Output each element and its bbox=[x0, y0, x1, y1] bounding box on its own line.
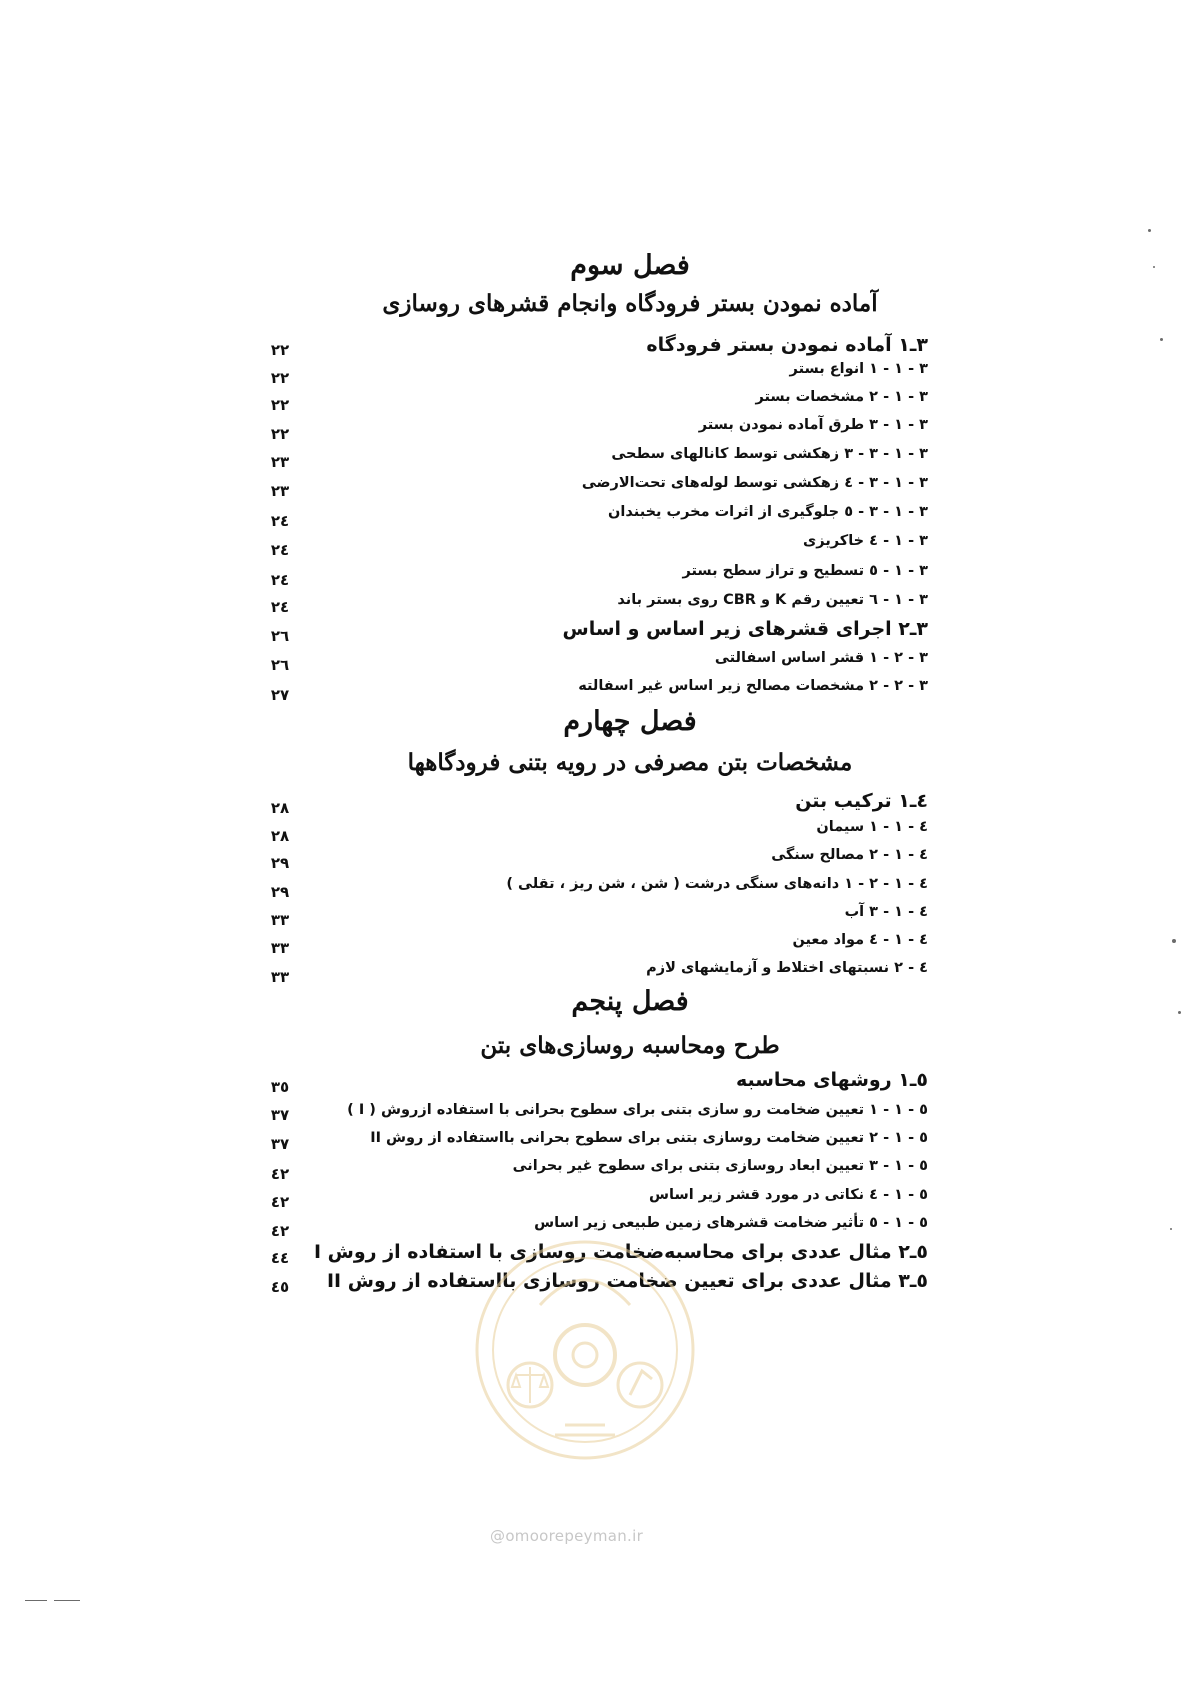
at-icon: @ bbox=[490, 1527, 506, 1545]
toc-page-number: ۲۹ bbox=[270, 883, 290, 901]
watermark-site bbox=[490, 1527, 643, 1545]
toc-entry: ۳ - ۱ - ٤ خاکریزی bbox=[803, 533, 928, 549]
toc-page-number: ۲۳ bbox=[270, 482, 290, 500]
toc-entry: ٤ - ۱ - ٤ مواد معین bbox=[792, 932, 928, 948]
toc-page-number: ۲٤ bbox=[270, 571, 290, 589]
toc-page-number: ۲۷ bbox=[270, 686, 290, 704]
toc-entry: ٤ - ۱ - ۲ - ۱ دانه‌های سنگی درشت ( شن ، شن ریز ، تقلی ) bbox=[506, 876, 928, 892]
toc-entry: ۳ - ۱ - ۳ - ٤ زهکشی توسط لوله‌های تحت‌الارضی bbox=[581, 475, 928, 491]
toc-page-number: ٤۲ bbox=[270, 1193, 290, 1211]
toc-page-number: ۳۷ bbox=[270, 1106, 290, 1124]
toc-page-number: ۲٦ bbox=[270, 627, 290, 645]
toc-entry: ۳ـ۲ اجرای قشرهای زیر اساس و اساس bbox=[562, 618, 928, 640]
scan-speck bbox=[1170, 1228, 1172, 1230]
scan-speck bbox=[1153, 266, 1155, 268]
toc-entry: ۳ - ۱ - ۳ - ۳ زهکشی توسط کانالهای سطحی bbox=[611, 446, 928, 462]
toc-page-number: ۲۸ bbox=[270, 827, 290, 845]
toc-entry: ۳ - ۱ - ٦ تعیین رقم K و CBR روی بستر باند bbox=[617, 592, 928, 608]
scan-speck bbox=[54, 1600, 80, 1601]
toc-entry: ۳ - ۱ - ۳ طرق آماده نمودن بستر bbox=[698, 417, 928, 433]
toc-entry: ۳ - ۱ - ٥ تسطیح و تراز سطح بستر bbox=[682, 563, 928, 579]
toc-page-number: ۳۳ bbox=[270, 911, 290, 929]
toc-entry: ٤ - ۲ نسبتهای اختلاط و آزمایشهای لازم bbox=[646, 960, 928, 976]
toc-page-number: ۲٤ bbox=[270, 598, 290, 616]
toc-page-number: ۲۳ bbox=[270, 453, 290, 471]
chapter-3-heading: فصل سوم bbox=[570, 250, 690, 281]
toc-page-number: ۲۲ bbox=[270, 369, 290, 387]
toc-page-number: ۲۲ bbox=[270, 341, 290, 359]
toc-entry: ٥ـ۱ روشهای محاسبه bbox=[735, 1069, 928, 1091]
toc-entry: ٥ - ۱ - ۲ تعیین ضخامت روسازی بتنی برای سطوح بحرانی بااستفاده از روش II bbox=[370, 1130, 928, 1146]
toc-page-number: ۲۹ bbox=[270, 854, 290, 872]
toc-page-number: ٤٥ bbox=[270, 1278, 290, 1296]
toc-page-number: ۲٤ bbox=[270, 541, 290, 559]
toc-page-number: ۲٤ bbox=[270, 512, 290, 530]
toc-page-number: ۳۷ bbox=[270, 1135, 290, 1153]
watermark-site-text: omoorepeyman.ir bbox=[505, 1527, 644, 1545]
scan-speck bbox=[1178, 1011, 1181, 1014]
chapter-4-heading: فصل چهارم bbox=[563, 706, 697, 737]
chapter-4-title: مشخصات بتن مصرفی در رویه بتنی فرودگاهها bbox=[407, 749, 853, 776]
chapter-5-title: طرح ومحاسبه روسازی‌های بتن bbox=[480, 1032, 780, 1059]
toc-entry: ٤ـ۱ ترکیب بتن bbox=[795, 790, 928, 812]
toc-page-number: ٤۲ bbox=[270, 1222, 290, 1240]
toc-entry: ٤ - ۱ - ۳ آب bbox=[844, 904, 928, 920]
toc-page-number: ۲۲ bbox=[270, 425, 290, 443]
chapter-5-heading: فصل پنجم bbox=[571, 986, 689, 1017]
scan-speck bbox=[1172, 939, 1176, 943]
scan-speck bbox=[25, 1600, 47, 1601]
toc-entry: ٤ - ۱ - ۱ سیمان bbox=[816, 819, 928, 835]
toc-page-number: ۳٥ bbox=[270, 1078, 290, 1096]
toc-page-number: ٤٤ bbox=[270, 1249, 290, 1267]
toc-entry: ۳ - ۲ - ۱ قشر اساس اسفالتی bbox=[714, 650, 928, 666]
watermark-logo bbox=[470, 1235, 700, 1465]
toc-entry: ۳ - ۱ - ۳ - ٥ جلوگیری از اثرات مخرب یخبندان bbox=[608, 504, 928, 520]
scan-speck bbox=[1160, 338, 1163, 341]
chapter-3-title: آماده نمودن بستر فرودگاه وانجام قشرهای روسازی bbox=[382, 290, 878, 317]
toc-page-number: ۳۳ bbox=[270, 939, 290, 957]
toc-entry: ۳ - ۲ - ۲ مشخصات مصالح زیر اساس غیر اسفالته bbox=[578, 678, 928, 694]
toc-entry: ۳ـ۱ آماده نمودن بستر فرودگاه bbox=[646, 334, 928, 356]
toc-page-number: ۲٦ bbox=[270, 656, 290, 674]
toc-entry: ٥ـ۲ مثال عددی برای محاسبه‌ضخامت روسازی با استفاده از روش I bbox=[313, 1241, 928, 1263]
toc-page-number: ۳۳ bbox=[270, 968, 290, 986]
toc-entry: ٥ - ۱ - ۳ تعیین ابعاد روسازی بتنی برای سطوح غیر بحرانی bbox=[512, 1158, 928, 1174]
toc-page-number: ۲۲ bbox=[270, 396, 290, 414]
toc-entry: ٥ـ۳ مثال عددی برای تعیین ضخامت روسازی بااستفاده از روش II bbox=[326, 1270, 928, 1292]
toc-entry: ٤ - ۱ - ۲ مصالح سنگی bbox=[771, 847, 928, 863]
toc-page-number: ۲۸ bbox=[270, 799, 290, 817]
toc-entry: ٥ - ۱ - ۱ تعیین ضخامت رو سازی بتنی برای سطوح بحرانی با استفاده ازروش ( I ) bbox=[347, 1102, 928, 1118]
toc-page-number: ٤۲ bbox=[270, 1165, 290, 1183]
toc-entry: ٥ - ۱ - ٥ تأثیر ضخامت قشرهای زمین طبیعی زیر اساس bbox=[534, 1215, 928, 1231]
scan-speck bbox=[1148, 229, 1151, 232]
toc-entry: ٥ - ۱ - ٤ نکاتی در مورد قشر زیر اساس bbox=[649, 1187, 928, 1203]
toc-entry: ۳ - ۱ - ۲ مشخصات بستر bbox=[755, 389, 928, 405]
toc-entry: ۳ - ۱ - ۱ انواع بستر bbox=[789, 361, 928, 377]
